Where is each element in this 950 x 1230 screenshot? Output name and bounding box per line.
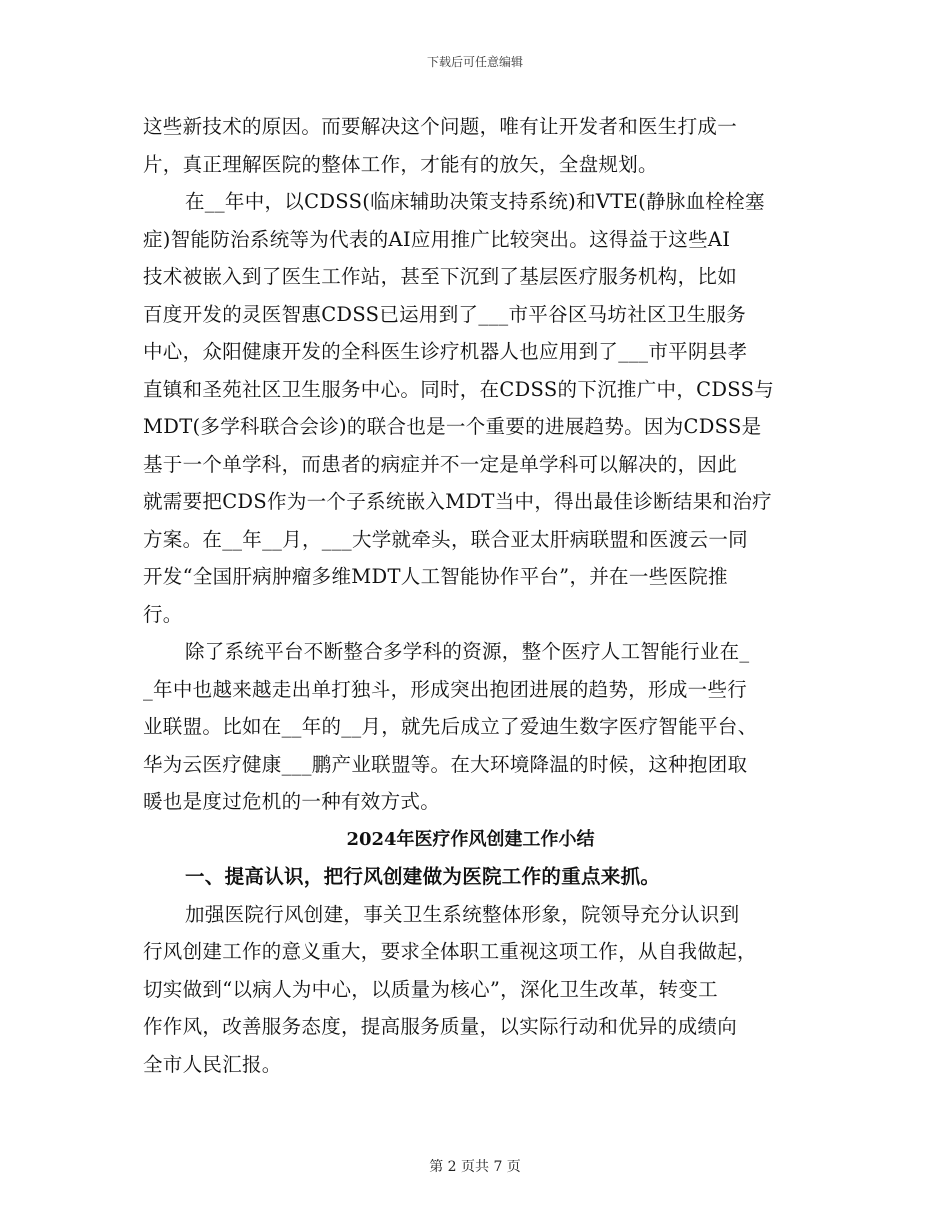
text-line: 直镇和圣苑社区卫生服务中心。同时，在CDSS的下沉推广中，CDSS与	[143, 377, 775, 401]
text-line: 作作风，改善服务态度，提高服务质量，以实际行动和优异的成绩向	[143, 1015, 738, 1038]
text-line: 中心，众阳健康开发的全科医生诊疗机器人也应用到了___市平阴县孝	[143, 340, 748, 363]
text-line: 百度开发的灵医智惠CDSS已运用到了___市平谷区马坊社区卫生服务	[143, 302, 747, 326]
text-line: 业联盟。比如在__年的__月，就先后成立了爱迪生数字医疗智能平台、	[143, 715, 758, 738]
text-line: 就需要把CDS作为一个子系统嵌入MDT当中，得出最佳诊断结果和治疗	[143, 490, 772, 513]
text-line: 症)智能防治系统等为代表的AI应用推广比较突出。这得益于这些AI	[143, 227, 731, 251]
text-line: _年中也越来越走出单打独斗，形成突出抱团进展的趋势，形成一些行	[143, 677, 748, 701]
paragraph-start: 除了系统平台不断整合多学科的资源，整个医疗人工智能行业在_	[185, 640, 750, 663]
text-line: MDT(多学科联合会诊)的联合也是一个重要的进展趋势。因为CDSS是	[143, 415, 762, 438]
paragraph-start: 加强医院行风创建，事关卫生系统整体形象，院领导充分认识到	[185, 902, 740, 926]
text-line: 片，真正理解医院的整体工作，才能有的放矢，全盘规划。	[143, 152, 658, 176]
page-header: 下载后可任意编辑	[426, 55, 523, 69]
text-line: 华为云医疗健康___鹏产业联盟等。在大环境降温的时候，这种抱团取	[143, 752, 748, 776]
text-line: 切实做到“以病人为中心，以质量为核心”，深化卫生改革，转变工	[143, 977, 718, 1001]
text-line: 开发“全国肝病肿瘤多维MDT人工智能协作平台”，并在一些医院推	[143, 565, 728, 588]
text-line: 暖也是度过危机的一种有效方式。	[143, 790, 441, 813]
text-line: 基于一个单学科，而患者的病症并不一定是单学科可以解决的，因此	[143, 452, 738, 476]
section-heading: 一、提高认识，把行风创建做为医院工作的重点来抓。	[185, 865, 661, 888]
text-line: 全市人民汇报。	[143, 1052, 282, 1076]
section-title: 2024年医疗作风创建工作小结	[346, 828, 595, 850]
text-line: 技术被嵌入到了医生工作站，甚至下沉到了基层医疗服务机构，比如	[143, 265, 738, 288]
page-footer: 第 2 页共 7 页	[429, 1159, 521, 1175]
paragraph-start: 在__年中，以CDSS(临床辅助决策支持系统)和VTE(静脉血栓栓塞	[185, 190, 765, 213]
text-line: 方案。在__年__月，___大学就牵头，联合亚太肝病联盟和医渡云一同	[143, 527, 748, 551]
text-line: 行风创建工作的意义重大，要求全体职工重视这项工作，从自我做起，	[143, 940, 757, 963]
document-body	[143, 108, 808, 1083]
text-line: 这些新技术的原因。而要解决这个问题，唯有让开发者和医生打成一	[143, 115, 738, 138]
text-line: 行。	[143, 602, 183, 626]
